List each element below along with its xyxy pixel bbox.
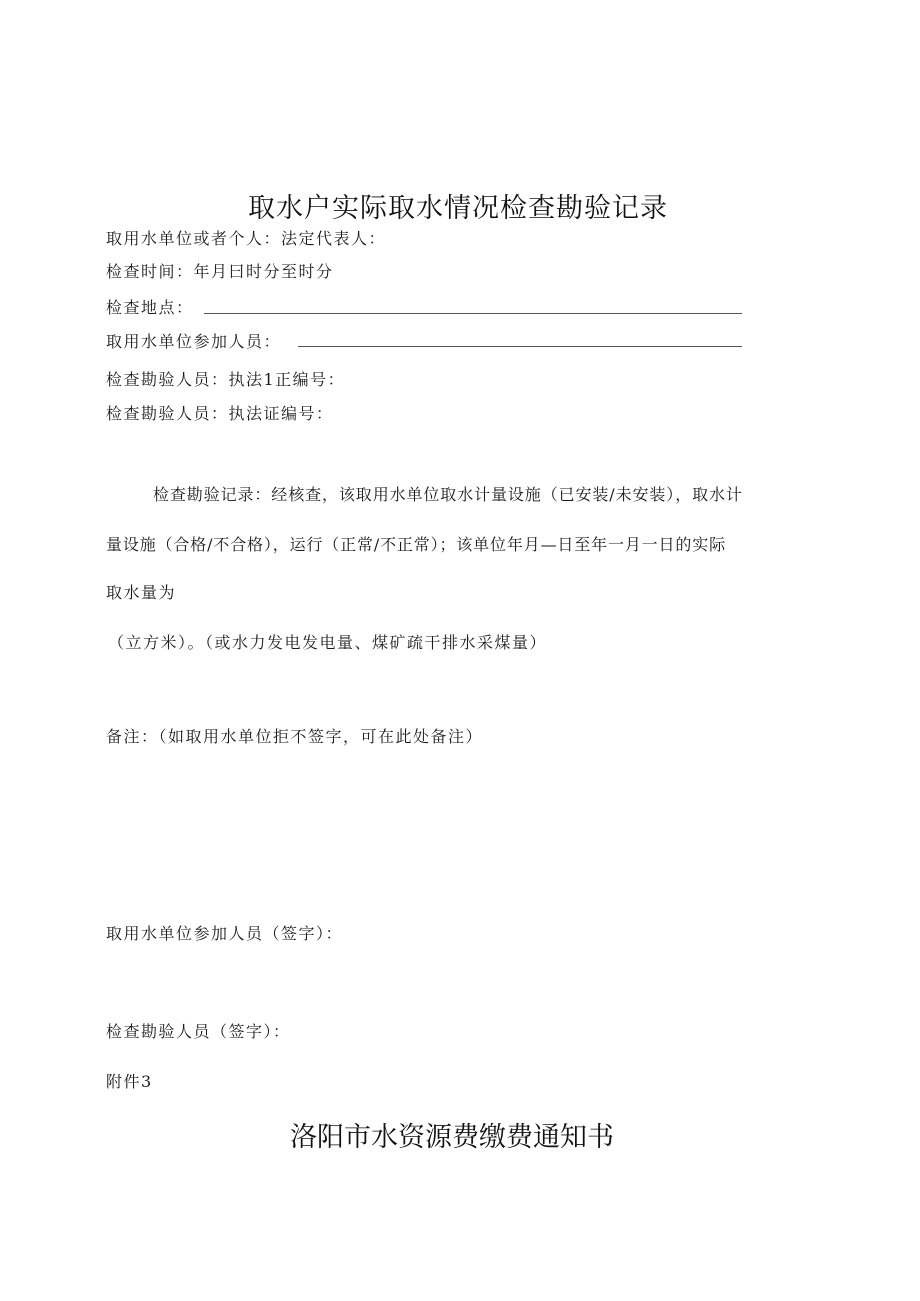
inspector-line-2: 检查勘验人员：执法证编号： (106, 404, 334, 423)
attachment-label: 附件3 (106, 1072, 153, 1091)
unit-line: 取用水单位或者个人：法定代表人： (106, 229, 387, 248)
record-title: 取水户实际取水情况检查勘验记录 (248, 193, 668, 224)
participants-blank (298, 346, 742, 347)
inspection-location-label: 检查地点： (106, 298, 194, 317)
record-body-line-2: 量设施（合格/不合格），运行（正常/不正常）；该单位年月—日至年一月一日的实际 (106, 535, 726, 554)
record-body-line-4: （立方米）。（或水力发电发电量、煤矿疏干排水采煤量） (108, 633, 548, 652)
inspection-location-blank (204, 313, 742, 314)
record-body-line-3: 取水量为 (106, 583, 177, 602)
inspectors-signature-line: 检查勘验人员（签字）： (106, 1022, 291, 1041)
participants-signature-line: 取用水单位参加人员（签字）： (106, 924, 344, 943)
remarks-line: 备注：（如取用水单位拒不签字，可在此处备注） (106, 727, 484, 746)
notice-title: 洛阳市水资源费缴费通知书 (290, 1122, 614, 1153)
record-body-line-1: 检查勘验记录：经核查，该取用水单位取水计量设施（已安装/未安装），取水计 (153, 485, 743, 504)
inspection-time-line: 检查时间：年月曰时分至时分 (106, 262, 334, 281)
inspector-line-1: 检查勘验人员：执法1正编号： (106, 370, 346, 389)
participants-label: 取用水单位参加人员： (106, 332, 282, 351)
